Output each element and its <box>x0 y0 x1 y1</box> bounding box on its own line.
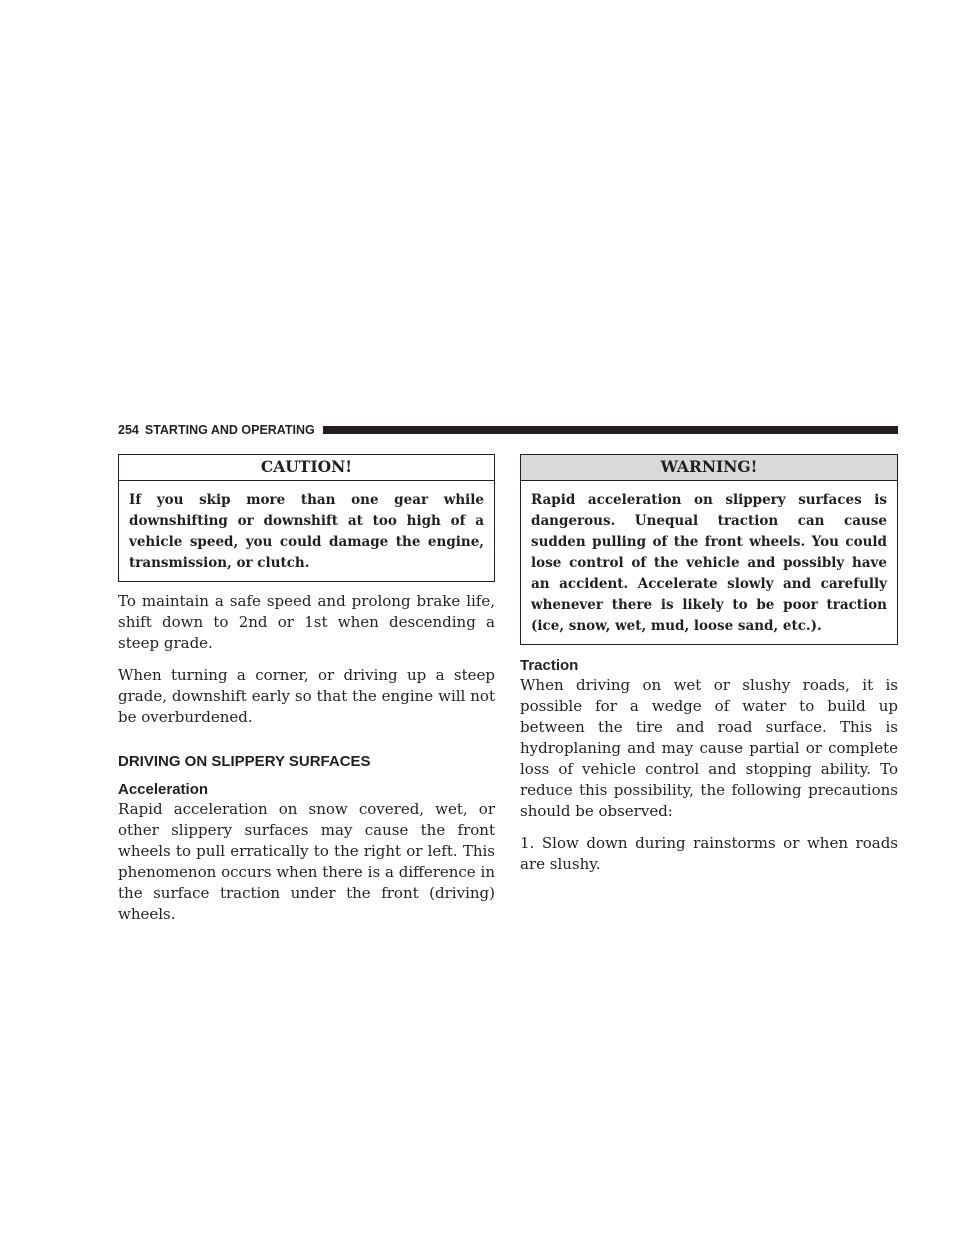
section-title: STARTING AND OPERATING <box>144 423 315 437</box>
acceleration-heading: Acceleration <box>118 781 209 798</box>
traction-heading: Traction <box>520 657 579 674</box>
caution-box <box>118 454 495 582</box>
warning-box <box>520 454 898 645</box>
warning-title: WARNING! <box>521 455 897 481</box>
left-column <box>118 454 495 925</box>
traction-text: When driving on wet or slushy roads, it is possible for a wedge of water to build up between the tire and road surface. This is hydroplaning and may cause partial or complete loss of vehicle control and stopping ability. To reduce this possibility, the following precautions should be observed: <box>520 676 898 820</box>
paragraph-turning-corner: When turning a corner, or driving up a steep grade, downshift early so that the engine will not be overburdened. <box>118 666 495 726</box>
right-column <box>520 454 898 875</box>
caution-text: If you skip more than one gear while downshifting or downshift at too high of a vehicle speed, you could damage the engine, transmission, or clutch. <box>129 492 484 571</box>
page-number: 254 <box>118 423 139 437</box>
acceleration-text: Rapid acceleration on snow covered, wet, or other slippery surfaces may cause the front wheels to pull erratically to the right or left. This phenomenon occurs when there is a difference in the surface traction under the front (driving) wheels. <box>118 800 495 923</box>
page-header <box>118 422 898 438</box>
section-heading: DRIVING ON SLIPPERY SURFACES <box>118 753 371 770</box>
header-rule <box>323 426 898 434</box>
traction-item-1: 1. Slow down during rainstorms or when roads are slushy. <box>520 834 898 873</box>
warning-text: Rapid acceleration on slippery surfaces is dangerous. Unequal traction can cause sudden pulling of the front wheels. You could lose control of the vehicle and possibly have an accident. Accelerate slowly and carefully whenever there is likely to be poor traction (ice, snow, wet, mud, loose sand, etc.). <box>531 492 887 634</box>
paragraph-steep-grade: To maintain a safe speed and prolong brake life, shift down to 2nd or 1st when descending a steep grade. <box>118 592 495 652</box>
caution-title: CAUTION! <box>119 455 494 481</box>
